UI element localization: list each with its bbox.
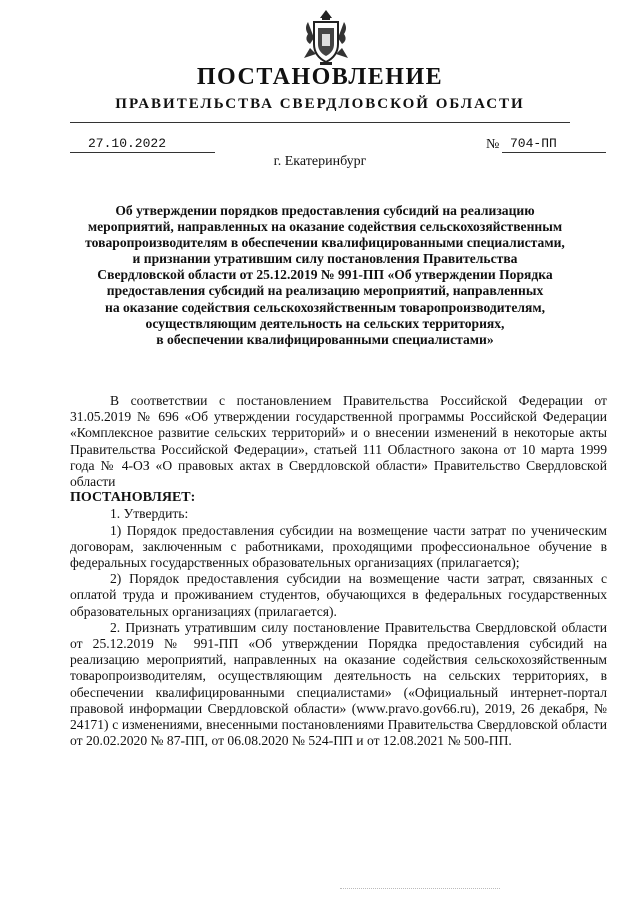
- document-body: [70, 393, 607, 749]
- item-1-1: 1) Порядок предоставления субсидии на возмещение части затрат по ученическим договорам, заключенным с работниками, проходящими профессиональное обучение в федеральных государственных образовательных организациях (прилагается);: [70, 522, 607, 571]
- coat-of-arms-icon: [300, 8, 352, 66]
- heading-line: в обеспечении квалифицированными специалистами»: [156, 331, 494, 347]
- item-1-2: 2) Порядок предоставления субсидии на возмещение части затрат, связанных с оплатой труда и проживанием студентов, обучающихся в федеральных государственных образовательных организациях (прилагается).: [70, 571, 607, 619]
- document-heading: [80, 203, 570, 348]
- issuer-name: ПРАВИТЕЛЬСТВА СВЕРДЛОВСКОЙ ОБЛАСТИ: [115, 96, 525, 112]
- heading-line: на оказание содействия сельскохозяйственным товаропроизводителям,: [104, 299, 545, 315]
- document-title: ПОСТАНОВЛЕНИЕ: [196, 64, 444, 90]
- heading-line: предоставления субсидий на реализацию мероприятий, направленных: [106, 283, 544, 299]
- heading-line: и признании утратившим силу постановления Правительства: [132, 251, 518, 267]
- document-date: 27.10.2022: [70, 136, 215, 153]
- heading-line: товаропроизводителям в обеспечении квалифицированными специалистами,: [85, 235, 565, 251]
- heading-line: осуществляющим деятельность на сельских территориях,: [145, 315, 505, 331]
- city: г. Екатеринбург: [273, 154, 367, 169]
- preamble-paragraph: В соответствии с постановлением Правительства Российской Федерации от 31.05.2019 № 696 «Об утверждении государственной программы Российской Федерации «Комплексное развитие сельских территорий» и о внесении изменений в некоторые акты Правительства Российской Федерации», статьей 111 Областного закона от 10 марта 1999 года № 4-ОЗ «О правовых актах в Свердловской области» Правительство Свердловской области: [70, 393, 607, 490]
- heading-line: Об утверждении порядков предоставления субсидий на реализацию: [115, 203, 535, 218]
- number-label: №: [486, 137, 500, 152]
- heading-line: Свердловской области от 25.12.2019 № 991-ПП «Об утверждении Порядка: [97, 267, 553, 283]
- document-number: 704-ПП: [502, 136, 606, 153]
- heading-line: мероприятий, направленных на оказание содействия сельскохозяйственным: [87, 219, 563, 235]
- item-2: 2. Признать утратившим силу постановление Правительства Свердловской области от 25.12.2019 № 991-ПП «Об утверждении Порядка предоставления субсидий на реализацию мероприятий, направленных на оказание содействия сельскохозяйственным товаропроизводителям, осуществляющим деятельность на сельских территориях, в обеспечении квалифицированными специалистами» («Официальный интернет-портал правовой информации Свердловской области» (www.pravo.gov66.ru), 2019, 26 декабря, № 24171) с изменениями, внесенными постановлениями Правительства Свердловской области от 20.02.2020 № 87-ПП, от 06.08.2020 № 524-ПП и от 12.08.2021 № 500-ПП.: [70, 619, 607, 749]
- header-divider: [70, 122, 570, 123]
- item-1: 1. Утвердить:: [110, 506, 189, 522]
- resolve-heading: ПОСТАНОВЛЯЕТ:: [70, 490, 196, 506]
- scan-marks: [340, 888, 500, 893]
